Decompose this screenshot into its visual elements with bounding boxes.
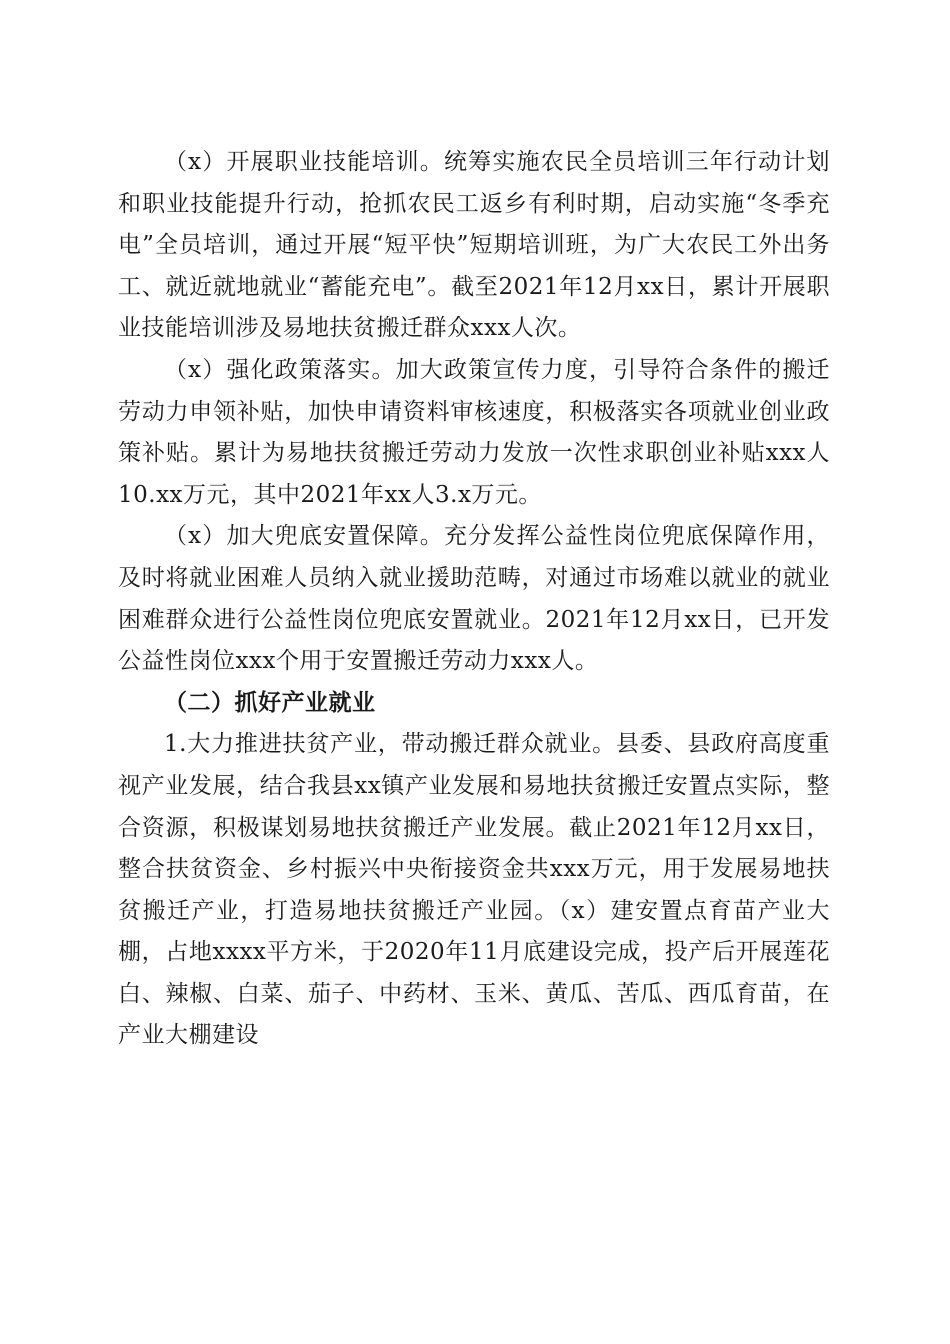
paragraph-safety-net-placement: （x）加大兜底安置保障。充分发挥公益性岗位兜底保障作用，及时将就业困难人员纳入就业援助范畴，对通过市场难以就业的就业困难群众进行公益性岗位兜底安置就业。2021年12月xx日，已开发公益性岗位xxx个用于安置搬迁劳动力xxx人。 xyxy=(118,523,830,675)
section-heading: （二）抓好产业就业 xyxy=(164,689,376,716)
document-body xyxy=(118,142,830,1057)
paragraph-policy-implementation: （x）强化政策落实。加大政策宣传力度，引导符合条件的搬迁劳动力申领补贴，加快申请资料审核速度，积极落实各项就业创业政策补贴。累计为易地扶贫搬迁劳动力发放一次性求职创业补贴xxx人10.xx万元，其中2021年xx人3.x万元。 xyxy=(118,356,830,508)
paragraph-vocational-training: （x）开展职业技能培训。统筹实施农民全员培训三年行动计划和职业技能提升行动，抢抓农民工返乡有利时期，启动实施“冬季充电”全员培训，通过开展“短平快”短期培训班，为广大农民工外出务工、就近就地就业“蓄能充电”。截至2021年12月xx日，累计开展职业技能培训涉及易地扶贫搬迁群众xxx人次。 xyxy=(118,149,830,342)
paragraph-industry-employment: 1.大力推进扶贫产业，带动搬迁群众就业。县委、县政府高度重视产业发展，结合我县xx镇产业发展和易地扶贫搬迁安置点实际，整合资源，积极谋划易地扶贫搬迁产业发展。截止2021年12月xx日，整合扶贫资金、乡村振兴中央衔接资金共xxx万元，用于发展易地扶贫搬迁产业，打造易地扶贫搬迁产业园。（x）建安置点育苗产业大棚，占地xxxx平方米，于2020年11月底建设完成，投产后开展莲花白、辣椒、白菜、茄子、中药材、玉米、黄瓜、苦瓜、西瓜育苗，在产业大棚建设 xyxy=(118,731,830,1049)
